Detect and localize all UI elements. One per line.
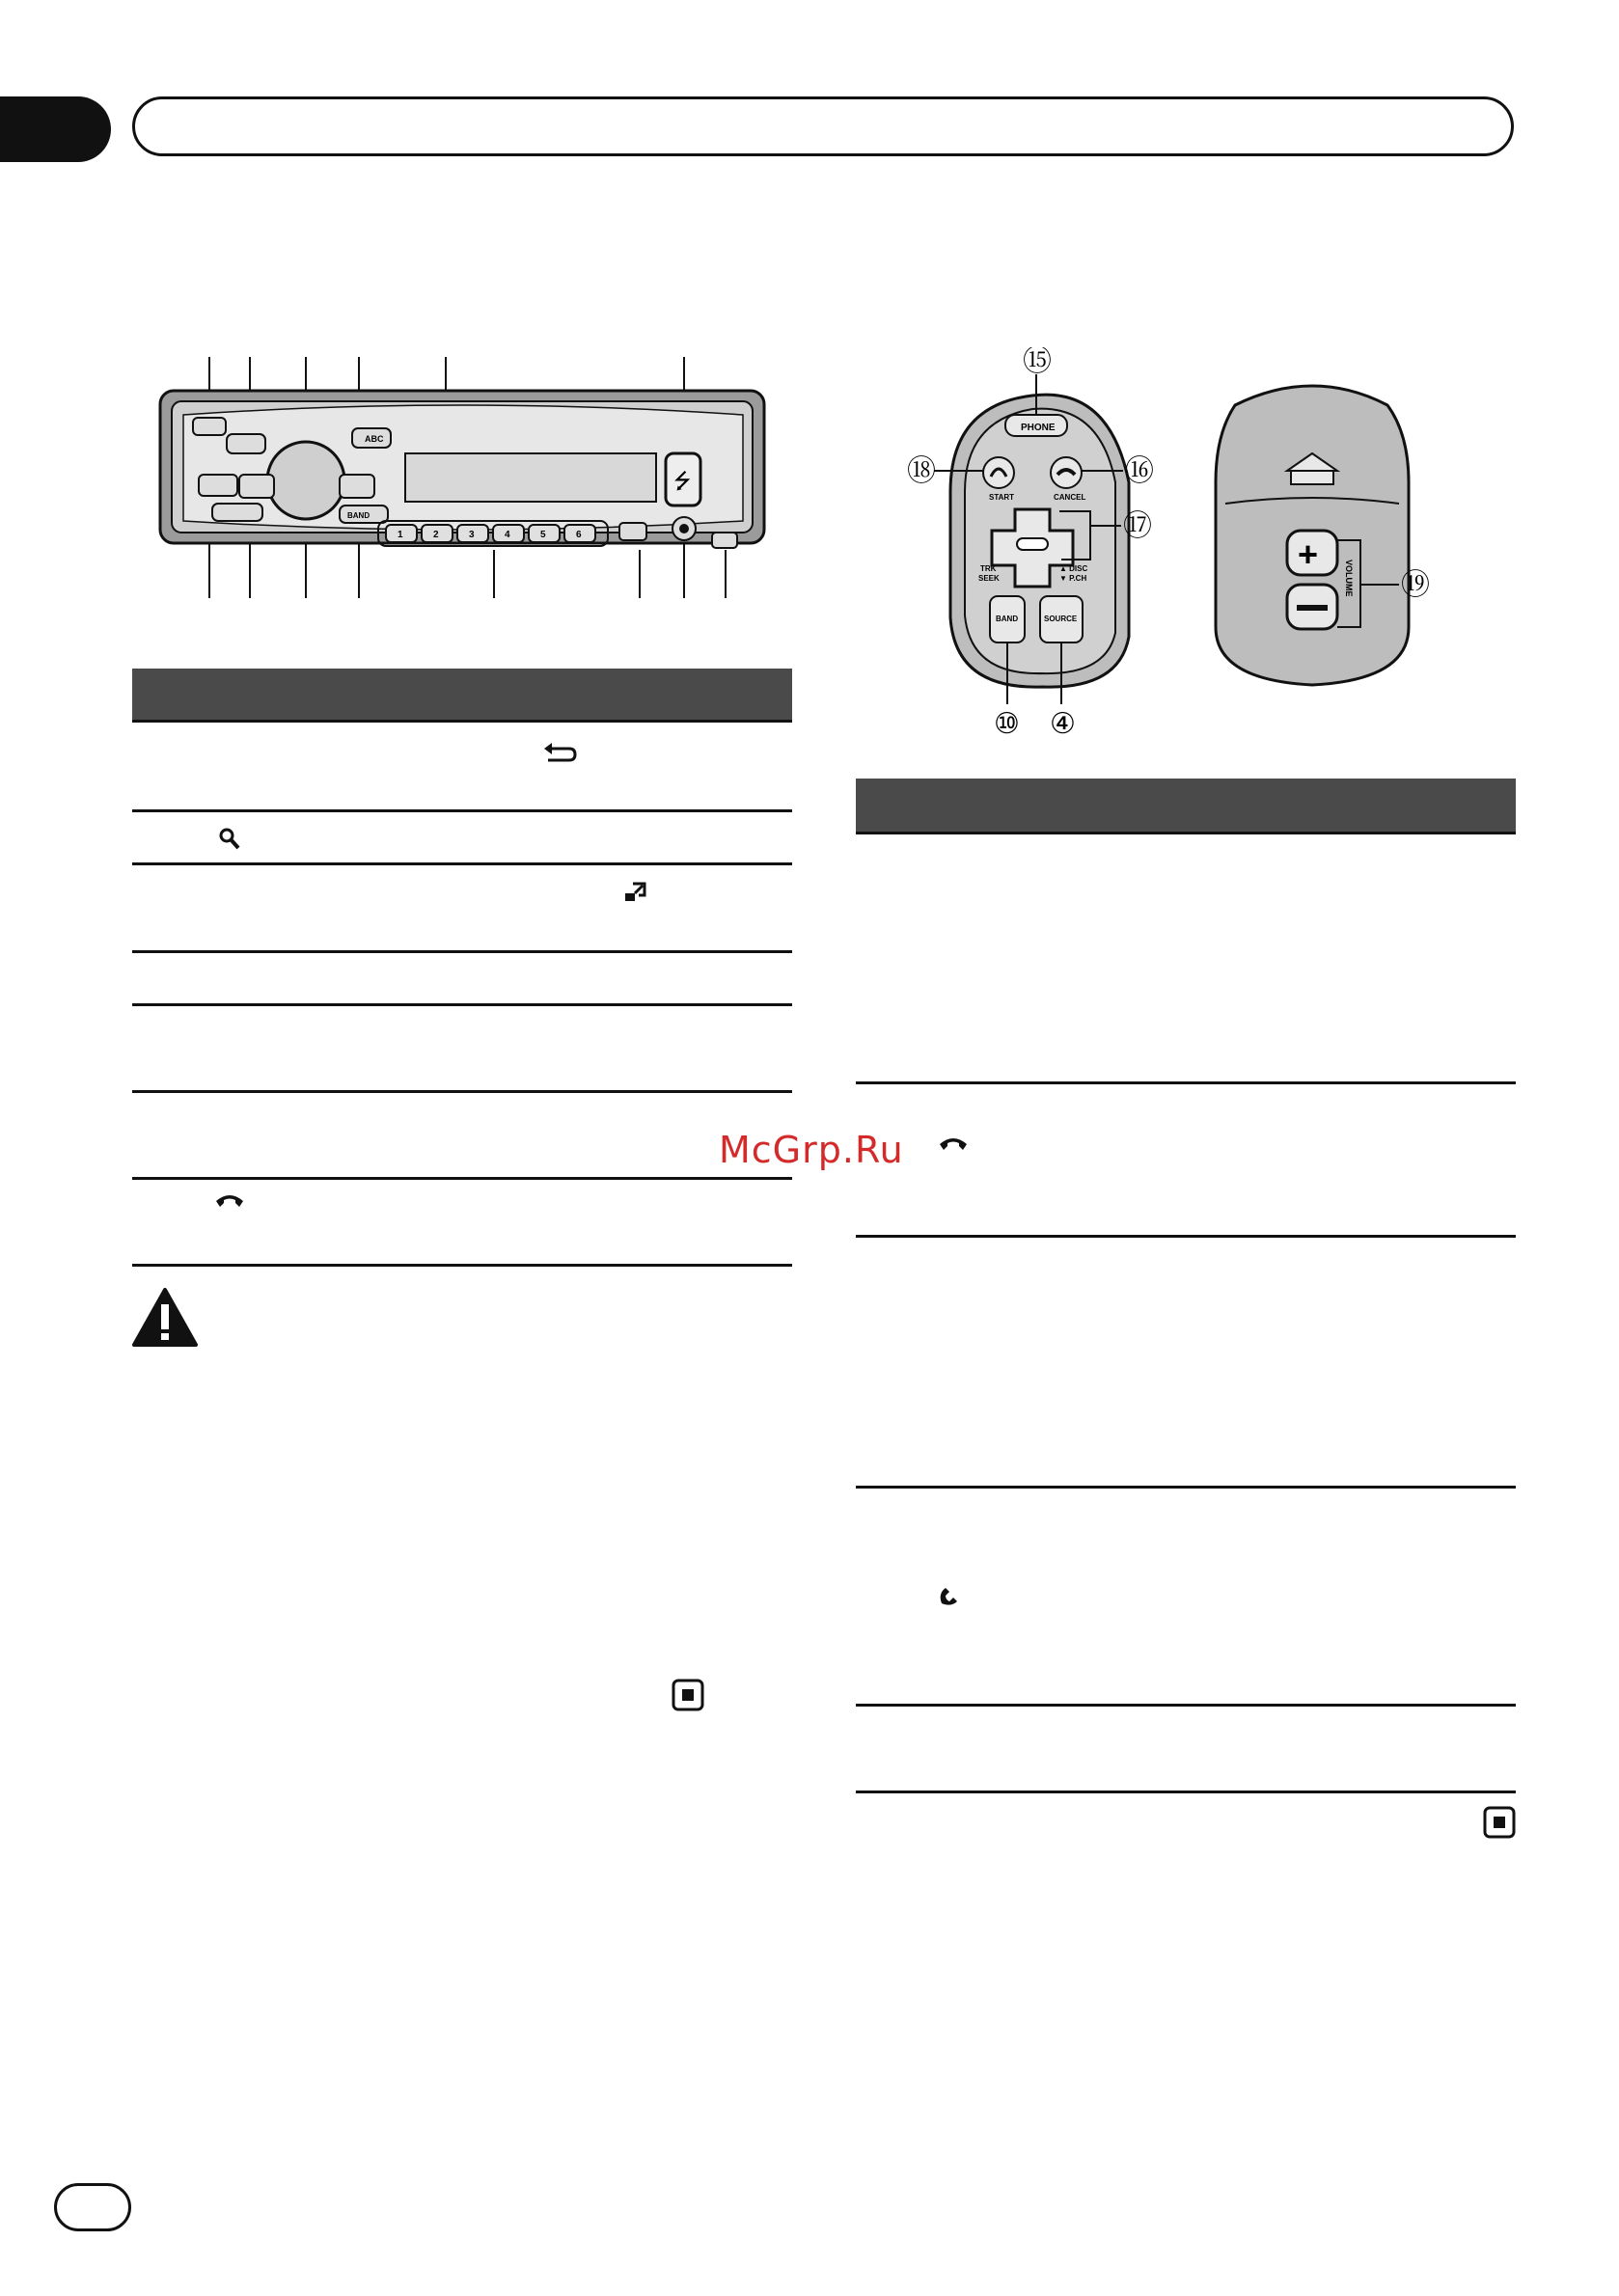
volume-plus-icon: + (1298, 534, 1319, 574)
callout-15: ⑮ (1023, 347, 1052, 377)
back-button (212, 504, 262, 521)
band-button-label: BAND (347, 511, 370, 520)
remote-source-label: SOURCE (1044, 615, 1078, 623)
search-button (227, 434, 265, 453)
phone-hang-up-icon (214, 1191, 245, 1215)
remote-band-label: BAND (996, 615, 1019, 623)
preset-label-2: 2 (433, 530, 439, 540)
remote-seek-label: SEEK (978, 574, 1000, 583)
remote-pch-label: ▼ P.CH (1059, 574, 1087, 583)
left-button (239, 475, 274, 498)
back-icon (542, 741, 577, 766)
volume-label: VOLUME (1344, 560, 1354, 597)
search-icon (218, 827, 241, 852)
section-tab (0, 96, 111, 162)
callout-19: ⑲ (1401, 569, 1430, 601)
volume-minus-icon (1297, 605, 1328, 611)
remote-disc-label: ▲ DISC (1059, 564, 1088, 573)
header-bar (132, 96, 1514, 156)
phone-button (199, 475, 237, 496)
phone-hang-up-icon (938, 1134, 969, 1158)
watermark: McGrp.Ru (719, 1129, 904, 1171)
callout-10: ⑩ (994, 708, 1020, 740)
warning-icon (131, 1287, 199, 1349)
callout-4: ④ (1050, 708, 1076, 740)
phone-pick-up-icon (936, 1584, 963, 1607)
right-button (340, 475, 374, 498)
remote-phone-label: PHONE (1021, 423, 1056, 433)
remote-cancel-label: CANCEL (1054, 493, 1086, 502)
display-button-label: ABC (365, 434, 384, 444)
steering-remote-illustration (907, 347, 1467, 752)
left-table-header (132, 669, 792, 721)
page-number-badge (54, 2183, 131, 2231)
callout-17: ⑰ (1123, 510, 1152, 542)
preset-label-5: 5 (540, 530, 546, 540)
end-mark-icon (672, 1679, 704, 1711)
preset-label-4: 4 (505, 530, 510, 540)
remote-start-label: START (989, 493, 1015, 502)
right-table-header (856, 779, 1516, 833)
usb-icon: ⭍ (673, 469, 692, 493)
preset-label-3: 3 (469, 530, 475, 540)
preset-label-6: 6 (576, 530, 582, 540)
remote-trk-label: TRK (980, 564, 997, 573)
callout-16: ⑯ (1125, 455, 1154, 487)
preset-label-1: 1 (398, 530, 403, 540)
end-mark-icon (1483, 1806, 1516, 1839)
callout-18: ⑱ (907, 455, 936, 487)
head-unit-illustration (154, 357, 772, 608)
detach-icon (623, 880, 648, 905)
detach-button (193, 418, 226, 435)
